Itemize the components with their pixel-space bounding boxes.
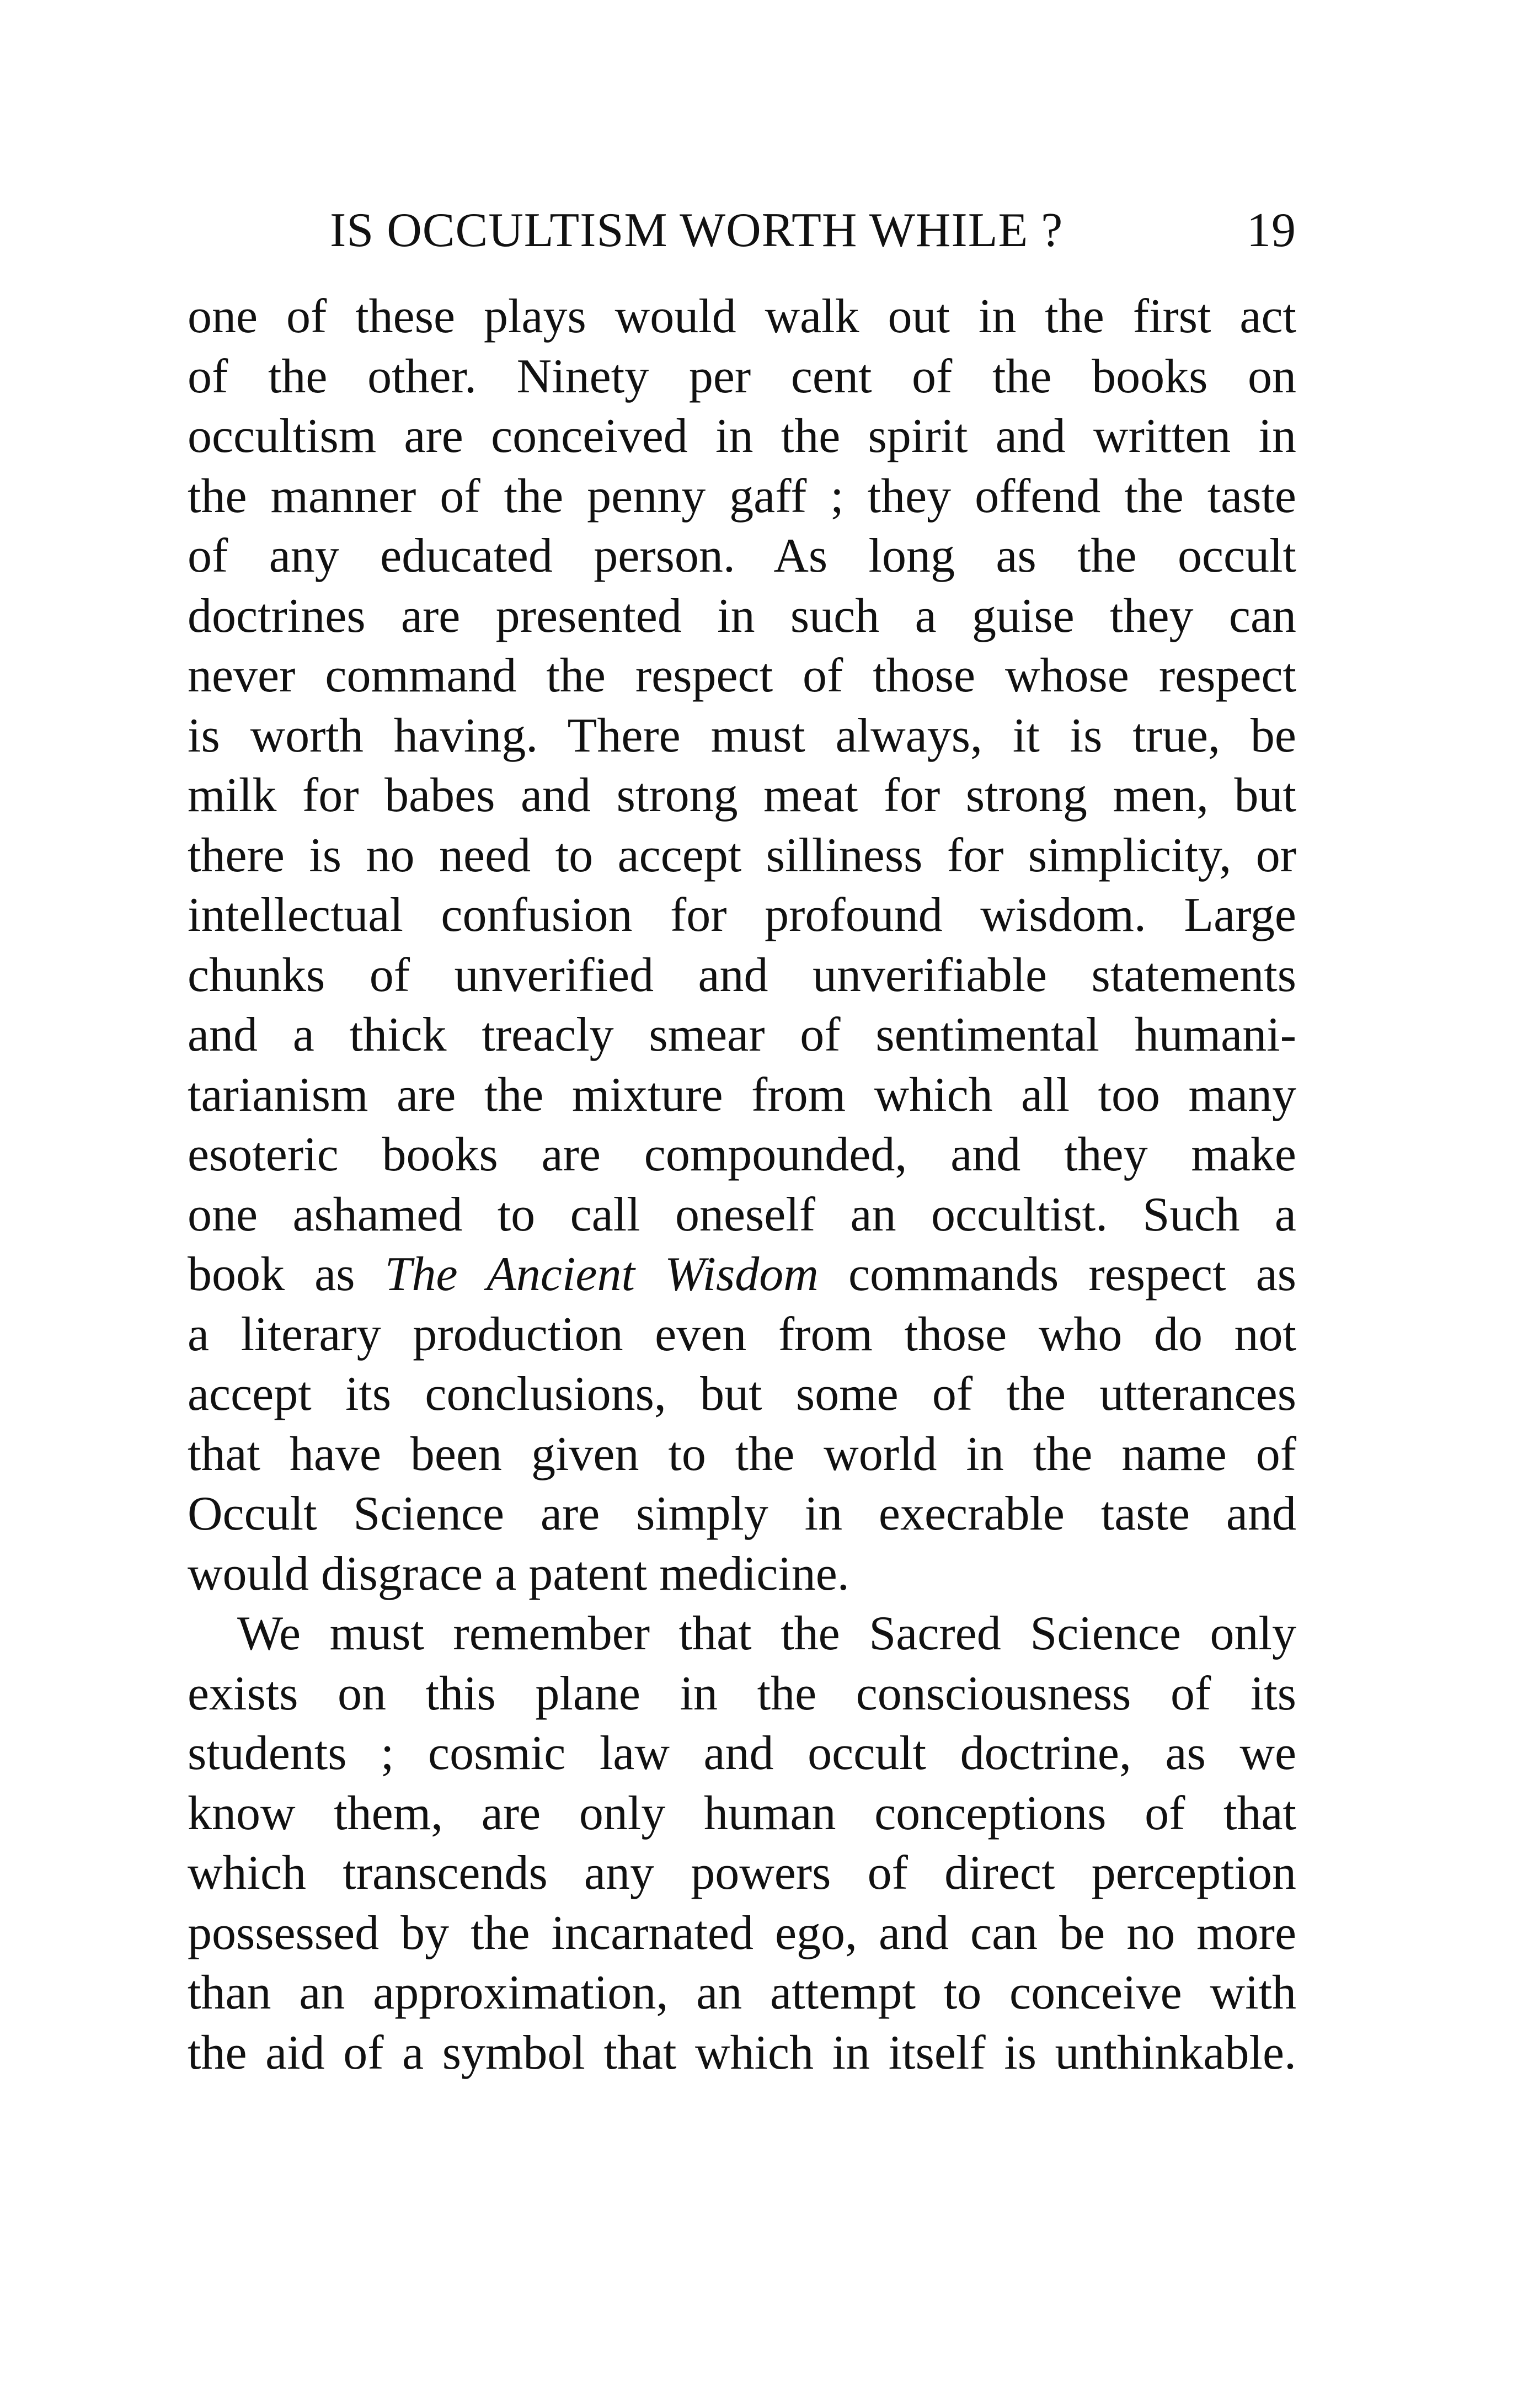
text-line: is worth having. There must always, it is true, be (188, 708, 1296, 763)
text-line: tarianism are the mixture from which all too many (188, 1068, 1296, 1122)
text-line: one ashamed to call oneself an occultist. Such a (188, 1187, 1296, 1242)
text-line: Occult Science are simply in execrable taste and (188, 1487, 1296, 1541)
text-line: the aid of a symbol that which in itself is unthinkable. (188, 2026, 1296, 2080)
text-line: know them, are only human conceptions of that (188, 1786, 1296, 1840)
text-line: would disgrace a patent medicine. (188, 1547, 849, 1601)
book-title: The Ancient Wisdom (384, 1248, 819, 1301)
text-line: esoteric books are compounded, and they make (188, 1128, 1296, 1181)
text-line: there is no need to accept silliness for simplicity, or (188, 828, 1296, 882)
text-line: accept its conclusions, but some of the utterances (188, 1367, 1296, 1421)
text-line: of the other. Ninety per cent of the books on (188, 349, 1296, 403)
text-line: chunks of unverified and unverifiable statements (188, 948, 1296, 1002)
text-line: and a thick treacly smear of sentimental humani- (188, 1008, 1296, 1062)
text-line: doctrines are presented in such a guise they can (188, 589, 1296, 643)
running-title: IS OCCULTISM WORTH WHILE ? (330, 204, 1064, 257)
text-line: students ; cosmic law and occult doctrine, as we (188, 1727, 1296, 1780)
text-line: than an approximation, an attempt to conceive with (188, 1966, 1296, 2020)
text-line: possessed by the incarnated ego, and can be no more (188, 1906, 1296, 1960)
text-line: one of these plays would walk out in the first act (188, 290, 1296, 343)
text-fragment: commands respect as (818, 1248, 1296, 1301)
text-line: of any educated person. As long as the occult (188, 529, 1296, 583)
text-line: that have been given to the world in the name of (188, 1427, 1296, 1481)
text-line: intellectual confusion for profound wisdom. Large (188, 888, 1296, 942)
text-fragment: book as (188, 1248, 385, 1301)
page-number: 19 (1247, 204, 1296, 257)
running-header (188, 198, 1296, 264)
text-line: which transcends any powers of direct perception (188, 1846, 1296, 1900)
text-line: the manner of the penny gaff ; they offend the taste (188, 469, 1296, 523)
text-line: exists on this plane in the consciousness of its (188, 1666, 1296, 1720)
text-line: never command the respect of those whose respect (188, 649, 1296, 702)
text-line: We must remember that the Sacred Science only (237, 1607, 1296, 1660)
body-text (188, 287, 1296, 2083)
text-line: occultism are conceived in the spirit and written in (188, 409, 1296, 463)
text-line-with-book-title (188, 1245, 1296, 1305)
text-line: a literary production even from those who do not (188, 1307, 1296, 1361)
text-line: milk for babes and strong meat for strong men, but (188, 769, 1296, 822)
